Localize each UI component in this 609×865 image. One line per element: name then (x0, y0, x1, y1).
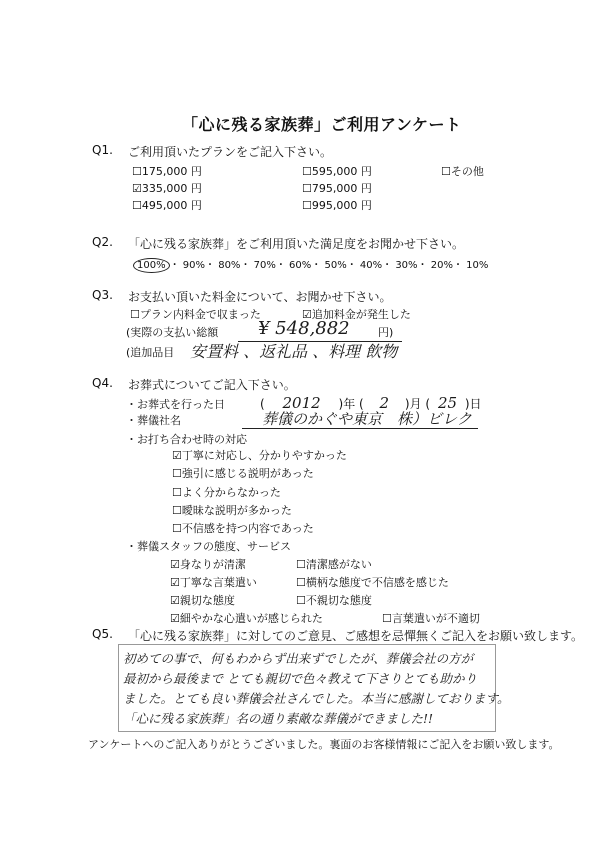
q1-option-335000[interactable]: ☑335,000 円 (132, 182, 202, 195)
q4-staff-left-2[interactable]: ☑丁寧な言葉遣い (170, 576, 257, 589)
q5-comment-line-3: ました。とても良い葬儀会社さんでした。本当に感謝しております。 (123, 691, 510, 706)
q2-scale-20[interactable]: 20% (430, 260, 453, 271)
q5-question: 「心に残る家族葬」に対してのご意見、ご感想を忌憚無くご記入をお願い致します。 (128, 629, 584, 643)
q4-meeting-label: ・お打ち合わせ時の対応 (126, 433, 247, 446)
q2-scale-30[interactable]: 30% (395, 260, 418, 271)
q4-month-value[interactable]: 2 (379, 394, 390, 412)
q4-staff-left-3[interactable]: ☑親切な態度 (170, 594, 235, 607)
q2-sep: ・ (346, 260, 357, 271)
q3-option-additional[interactable]: ☑追加料金が発生した (302, 308, 411, 321)
q4-date-label: ・お葬式を行った日 (126, 398, 225, 411)
q4-staff-label: ・葬儀スタッフの態度、サービス (126, 540, 291, 553)
q1-number: Q1. (92, 143, 113, 157)
q4-company-underline (242, 428, 478, 429)
q4-staff-right-3[interactable]: ☐不親切な態度 (296, 594, 372, 607)
q2-sep: ・ (240, 260, 251, 271)
q4-company-label: ・葬儀社名 (126, 414, 181, 427)
q1-option-995000[interactable]: ☐995,000 円 (302, 199, 372, 212)
q4-staff-right-2[interactable]: ☐横柄な態度で不信感を感じた (296, 576, 449, 589)
q3-number: Q3. (92, 288, 113, 302)
q2-sep: ・ (275, 260, 286, 271)
q4-meeting-option-3[interactable]: ☐よく分からなかった (172, 486, 281, 499)
q2-scale-40[interactable]: 40% (359, 260, 383, 271)
q1-option-595000[interactable]: ☐595,000 円 (302, 165, 372, 178)
q5-comment-line-1: 初めての事で、何もわからず出来ずでしたが、葬儀会社の方が (123, 651, 474, 666)
q3-paid-value[interactable]: ¥ 548,882 (258, 318, 350, 339)
q2-number: Q2. (92, 235, 113, 249)
q4-question: お葬式についてご記入下さい。 (128, 378, 296, 392)
q2-sep: ・ (311, 260, 322, 271)
q4-number: Q4. (92, 376, 113, 390)
q2-question: 「心に残る家族葬」をご利用頂いた満足度をお聞かせ下さい。 (128, 237, 465, 251)
q2-scale-60[interactable]: 60% (289, 260, 312, 271)
q4-staff-left-4[interactable]: ☑細やかな心遣いが感じられた (170, 612, 323, 625)
q4-year-value[interactable]: 2012 (282, 394, 321, 412)
footer-note: アンケートへのご記入ありがとうございました。裏面のお客様情報にご記入をお願い致します。 (88, 738, 560, 751)
q3-added-label: (追加品目 (126, 346, 175, 359)
q2-scale (133, 256, 489, 273)
q2-sep: ・ (452, 260, 463, 271)
q4-meeting-option-4[interactable]: ☐曖昧な説明が多かった (172, 504, 292, 517)
q3-added-value[interactable]: 安置料 、返礼品 、料理 飲物 (190, 342, 398, 361)
q2-scale-90[interactable]: 90% (182, 260, 206, 271)
q4-meeting-option-2[interactable]: ☐強引に感じる説明があった (172, 467, 314, 480)
q4-day-value[interactable]: 25 (437, 394, 458, 412)
q3-option-within-plan[interactable]: ☐プラン内料金で収まった (130, 308, 261, 321)
q4-month-unit: )月 ( (404, 397, 431, 411)
q1-question: ご利用頂いたプランをご記入下さい。 (128, 145, 333, 159)
q4-meeting-option-1[interactable]: ☑丁寧に対応し、分かりやすかった (172, 449, 347, 462)
q3-question: お支払い頂いた料金について、お聞かせ下さい。 (128, 290, 392, 304)
q2-scale-80[interactable]: 80% (218, 260, 241, 271)
q4-paren: ( (260, 397, 265, 411)
q1-option-175000[interactable]: ☐175,000 円 (132, 165, 202, 178)
q5-comment-box[interactable] (118, 644, 510, 732)
q4-company-value[interactable]: 葬儀のかぐや東京 株）ビレク (262, 410, 472, 428)
q5-comment-line-2: 最初から最後まで とても親切で色々教えて下さりとても助かり (123, 671, 477, 686)
q2-sep: ・ (417, 260, 428, 271)
q4-staff-right-1[interactable]: ☐清潔感がない (296, 558, 372, 571)
q1-option-795000[interactable]: ☐795,000 円 (302, 182, 372, 195)
q2-scale-50[interactable]: 50% (324, 260, 347, 271)
q1-option-495000[interactable]: ☐495,000 円 (132, 199, 202, 212)
q2-sep: ・ (382, 260, 393, 271)
q5-number: Q5. (92, 627, 113, 641)
q2-scale-70[interactable]: 70% (253, 260, 276, 271)
q4-staff-left-1[interactable]: ☑身なりが清潔 (170, 558, 246, 571)
q1-option-other[interactable]: ☐その他 (441, 165, 484, 178)
q4-day-unit: )日 (464, 397, 482, 411)
q3-paid-label: (実際の支払い総額 (126, 326, 219, 339)
q3-paid-unit: 円) (378, 326, 394, 339)
q2-sep: ・ (205, 260, 216, 271)
page-title: 「心に残る家族葬」ご利用アンケート (182, 115, 462, 134)
q4-meeting-option-5[interactable]: ☐不信感を持つ内容であった (172, 522, 314, 535)
q5-comment-line-4: 「心に残る家族葬」名の通り素敵な葬儀ができました!! (123, 711, 434, 726)
q4-year-unit: )年 ( (338, 397, 364, 411)
q4-staff-right-4[interactable]: ☐言葉遣いが不適切 (382, 612, 480, 625)
q2-scale-100[interactable]: 100% (133, 258, 170, 273)
q2-sep: ・ (169, 260, 180, 271)
q2-scale-10[interactable]: 10% (466, 260, 489, 271)
